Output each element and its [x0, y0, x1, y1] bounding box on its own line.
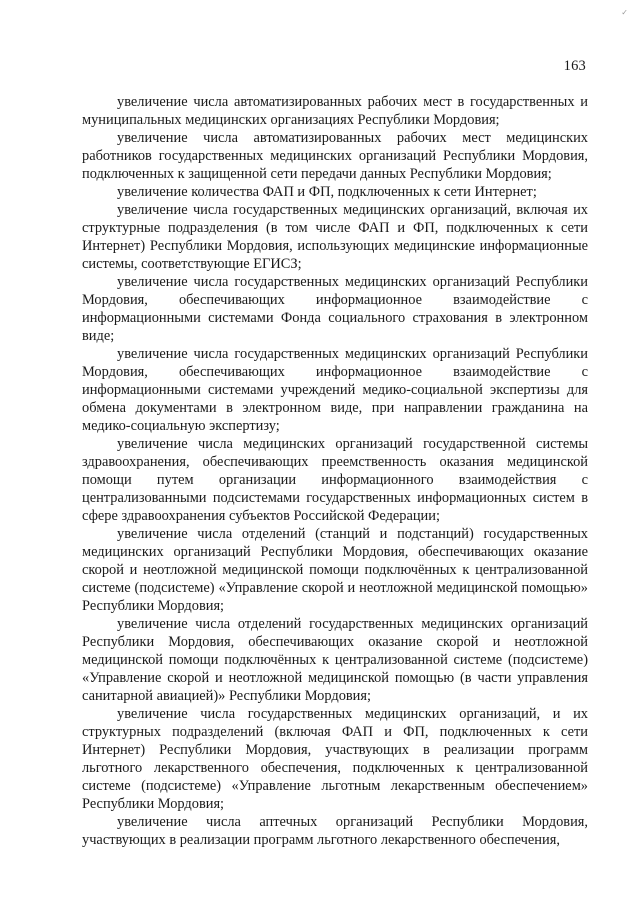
list-item-paragraph: увеличение числа аптечных организаций Республики Мордовия, участвующих в реализации программ льготного лекарственного обеспечения, — [82, 814, 588, 848]
page-number: 163 — [563, 58, 586, 74]
list-item-paragraph: увеличение числа автоматизированных рабочих мест медицинских работников государственных медицинских организаций Республики Мордовия, подключенных к защищенной сети передачи данных Республики Мордовия; — [82, 130, 588, 182]
list-item-paragraph: увеличение числа отделений (станций и подстанций) государственных медицинских организаций Республики Мордовия, обеспечивающих оказание скорой и неотложной медицинской помощи подключённых к централизованной системе (подсистеме) «Управление скорой и неотложной медицинской помощью» Республики Мордовия; — [82, 526, 588, 614]
document-body — [82, 93, 588, 849]
list-item-paragraph: увеличение количества ФАП и ФП, подключенных к сети Интернет; — [117, 184, 537, 200]
list-item-paragraph: увеличение числа государственных медицинских организаций Республики Мордовия, обеспечивающих информационное взаимодействие с информационными системами Фонда социального страхования в электронном виде; — [82, 274, 588, 344]
list-item-paragraph: увеличение числа отделений государственных медицинских организаций Республики Мордовия, обеспечивающих оказание скорой и неотложной медицинской помощи подключённых к централизованной системе (подсистеме) «Управление скорой и неотложной медицинской помощью (в части управления санитарной авиацией)» Республики Мордовия; — [82, 616, 588, 704]
list-item-paragraph: увеличение числа государственных медицинских организаций, включая их структурные подразделения (в том числе ФАП и ФП, подключенных к сети Интернет) Республики Мордовия, использующих медицинские информационные системы, соответствующие ЕГИСЗ; — [82, 202, 588, 272]
list-item-paragraph: увеличение числа медицинских организаций государственной системы здравоохранения, обеспечивающих преемственность оказания медицинской помощи путем организации информационного взаимодействия с централизованными подсистемами государственных информационных систем в сфере здравоохранения субъектов Российской Федерации; — [82, 436, 588, 524]
corner-check-mark: ✓ — [621, 8, 628, 17]
list-item-paragraph: увеличение числа государственных медицинских организаций Республики Мордовия, обеспечивающих информационное взаимодействие с информационными системами учреждений медико-социальной экспертизы для обмена документами в электронном виде, при направлении гражданина на медико-социальную экспертизу; — [82, 346, 588, 434]
list-item-paragraph: увеличение числа государственных медицинских организаций, и их структурных подразделений (включая ФАП и ФП, подключенных к сети Интернет) Республики Мордовия, участвующих в реализации программ льготного лекарственного обеспечения, подключенных к централизованной системе (подсистеме) «Управление льготным лекарственным обеспечением» Республики Мордовия; — [82, 706, 588, 812]
list-item-paragraph: увеличение числа автоматизированных рабочих мест в государственных и муниципальных медицинских организациях Республики Мордовия; — [82, 94, 588, 128]
